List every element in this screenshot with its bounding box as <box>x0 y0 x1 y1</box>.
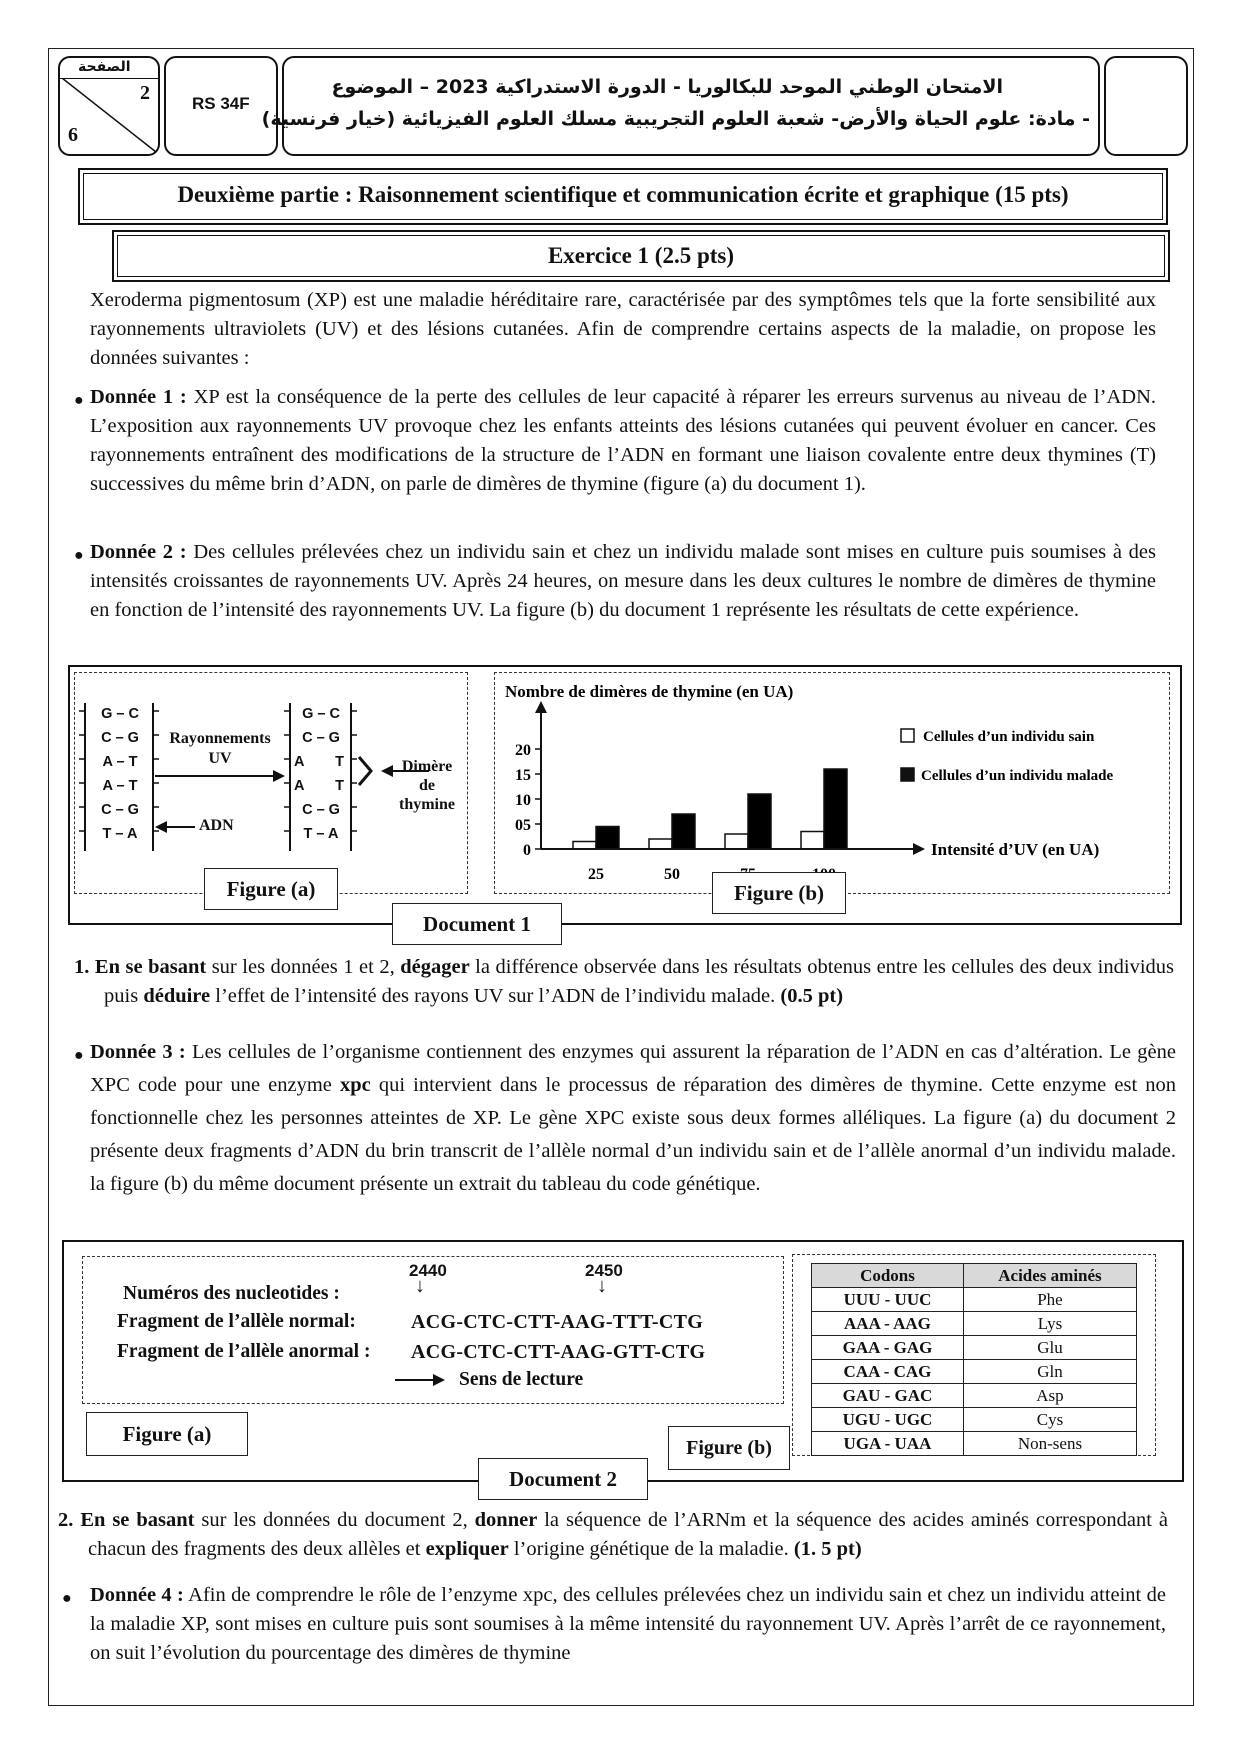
document2-caption: Document 2 <box>478 1458 648 1500</box>
y-axis-arrow <box>535 701 547 713</box>
bullet-icon: ● <box>74 1047 84 1064</box>
document1-caption: Document 1 <box>392 903 562 945</box>
figure-b-panel <box>494 672 1170 894</box>
legend-sick: Cellules d’un individu malade <box>921 768 1114 784</box>
figure-a-caption: Figure (a) <box>204 868 338 910</box>
table-row: CAA - CAG Gln <box>812 1360 1137 1384</box>
figure-b-caption: Figure (b) <box>712 872 846 914</box>
bar-sick-25 <box>596 827 619 850</box>
legend-healthy: Cellules d’un individu sain <box>923 729 1095 745</box>
normal-allele-label: Fragment de l’allèle normal: <box>117 1311 356 1332</box>
page-total: 6 <box>68 124 78 146</box>
x-tick-label: 50 <box>664 866 680 883</box>
nucleotide-2450: 2450 <box>585 1261 623 1280</box>
donnee4-paragraph: Donnée 4 : Afin de comprendre le rôle de l’enzyme xpc, des cellules prélevées chez un individu sain et chez un individu atteint de la maladie XP, sont mises en culture puis sont soumises à la même intensité du rayonnement UV. Après l’arrêt de ce rayonnement, on suit l’évolution du pourcentage des dimères de thymine <box>90 1584 1166 1664</box>
bullet-icon: ● <box>74 392 84 409</box>
down-arrow-icon: ↓ <box>415 1275 425 1297</box>
donnee3-paragraph: Donnée 3 : Les cellules de l’organisme contiennent des enzymes qui assurent la réparation de l’ADN en cas d’altération. Le gène XPC code pour une enzyme xpc qui intervient dans le processus de réparation des dimères de thymine. Cette enzyme est non fonctionnelle chez les personnes atteintes de XP. Le gène XPC existe sous deux formes alléliques. La figure (a) du document 2 présente deux fragments d’ADN du brin transcrit de l’allèle normal d’un individu sain et de l’allèle anormal d’un individu malade. la figure (b) du même document présente un extrait du tableau du code génétique. <box>90 1041 1176 1195</box>
figure2-b-panel <box>792 1254 1156 1456</box>
bullet-icon: ● <box>62 1590 72 1607</box>
legend-swatch-healthy <box>901 729 914 742</box>
codon-table: Codons Acides aminés UUU - UUC Phe AAA - AAG Lys GAA - GAG Glu CAA - CAG Gln GAU - GAC Asp UGU - UGC Cys UGA - UAA Non-sens <box>811 1263 1137 1456</box>
uv-label: Rayonnements UV <box>169 730 271 767</box>
abnormal-allele-sequence: ACG-CTC-CTT-AAG-GTT-CTG <box>411 1341 706 1363</box>
y-tick-label: 10 <box>515 792 531 809</box>
table-row: UUU - UUC Phe <box>812 1288 1137 1312</box>
bar-healthy-75 <box>725 834 748 849</box>
table-row: UGA - UAA Non-sens <box>812 1432 1137 1456</box>
exercise-title: Exercice 1 (2.5 pts) <box>547 243 735 268</box>
reading-arrow-icon <box>395 1373 445 1387</box>
bar-healthy-25 <box>573 842 596 850</box>
y-tick-label: 15 <box>515 767 531 784</box>
x-axis-label: Intensité d’UV (en UA) <box>931 840 1100 859</box>
page-number: 2 <box>140 82 150 104</box>
section-title: Deuxième partie : Raisonnement scientifique et communication écrite et graphique (15 pts) <box>177 182 1069 207</box>
figure2-b-caption: Figure (b) <box>668 1426 790 1470</box>
exam-code: RS 34F <box>192 94 250 113</box>
grade-box <box>1104 56 1188 156</box>
intro-paragraph: Xeroderma pigmentosum (XP) est une maladie héréditaire rare, caractérisée par des symptômes tels que la forte sensibilité aux rayonnements ultraviolets (UV) et des lésions cutanées. Afin de comprendre certains aspects de la maladie, on propose les données suivantes : <box>90 289 1156 369</box>
table-row: GAU - GAC Asp <box>812 1384 1137 1408</box>
page-label: الصفحة <box>78 59 131 75</box>
bar-sick-100 <box>824 769 847 849</box>
y-tick-label: 20 <box>515 742 531 759</box>
title-box <box>261 56 1100 156</box>
chart-title: Nombre de dimères de thymine (en UA) <box>505 682 794 701</box>
x-tick-label: 25 <box>588 866 604 883</box>
adn-label: ADN <box>199 817 234 834</box>
bullet-icon: ● <box>74 547 84 564</box>
left-strand: G – C C – G A – T A – T C – G T – A <box>101 706 139 842</box>
y-tick-label: 05 <box>515 817 531 834</box>
down-arrow-icon: ↓ <box>597 1275 607 1297</box>
donnee2-paragraph: Donnée 2 : Des cellules prélevées chez un individu sain et chez un individu malade sont mises en culture puis soumises à des intensités croissantes de rayonnements UV. Après 24 heures, on mesure dans les deux cultures le nombre de dimères de thymine en fonction de l’intensité des rayonnements UV. La figure (b) du document 1 représente les résultats de cette expérience. <box>90 541 1156 621</box>
table-row: AAA - AAG Lys <box>812 1312 1137 1336</box>
exam-title-line2: - مادة: علوم الحياة والأرض- شعبة العلوم التجريبية مسلك العلوم الفيزيائية (خيار فرنسية) <box>261 108 1090 130</box>
y-tick-label: 0 <box>523 842 531 859</box>
bar-sick-75 <box>748 794 771 849</box>
table-row: UGU - UGC Cys <box>812 1408 1137 1432</box>
abnormal-allele-label: Fragment de l’allèle anormal : <box>117 1341 371 1362</box>
section-title-box <box>78 168 1168 225</box>
question1: 1. En se basant sur les données 1 et 2, dégager la différence observée dans les résultats obtenus entre les cellules des deux individus puis déduire l’effet de l’intensité des rayons UV sur l’ADN de l’individu malade. (0.5 pt) <box>74 956 1174 1007</box>
normal-allele-sequence: ACG-CTC-CTT-AAG-TTT-CTG <box>411 1311 704 1333</box>
figure-a-panel <box>74 672 468 894</box>
reading-direction: Sens de lecture <box>459 1369 584 1390</box>
code-box <box>164 56 278 156</box>
legend-swatch-sick <box>901 768 914 781</box>
exercise-title-box <box>112 230 1170 282</box>
bar-chart <box>495 673 1169 893</box>
bar-healthy-100 <box>801 832 824 850</box>
exam-title-line1: الامتحان الوطني الموحد للبكالوريا - الدورة الاستدراكية 2023 – الموضوع <box>331 76 1003 98</box>
donnee1-paragraph: Donnée 1 : XP est la conséquence de la perte des cellules de leur capacité à réparer les erreurs survenus au niveau de l’ADN. L’exposition aux rayonnements UV provoque chez les enfants atteints des lésions cutanées qui peuvent évoluer en cancer. Ces rayonnements entraînent des modifications de la structure de l’ADN en formant une liaison covalente entre deux thymines (T) successives du même brin d’ADN, on parle de dimères de thymine (figure (a) du document 1). <box>90 386 1156 495</box>
nucleotide-label: Numéros des nucleotides : <box>123 1283 340 1304</box>
nucleotide-2440: 2440 <box>409 1261 447 1280</box>
right-strand: G – C C – G A T A T C – G T – A <box>294 706 344 842</box>
figure2-a-caption: Figure (a) <box>86 1412 248 1456</box>
question2: 2. En se basant sur les données du document 2, donner la séquence de l’ARNm et la séquence des acides aminés correspondant à chacun des fragments des deux allèles et expliquer l’origine génétique de la maladie. (1. 5 pt) <box>58 1509 1169 1560</box>
figure2-a-panel <box>82 1256 784 1404</box>
bar-sick-50 <box>672 814 695 849</box>
page-number-box <box>58 56 160 156</box>
dimer-label: Dimère de thymine <box>399 758 455 813</box>
table-row: GAA - GAG Glu <box>812 1336 1137 1360</box>
bar-healthy-50 <box>649 839 672 849</box>
x-axis-arrow <box>913 843 925 855</box>
